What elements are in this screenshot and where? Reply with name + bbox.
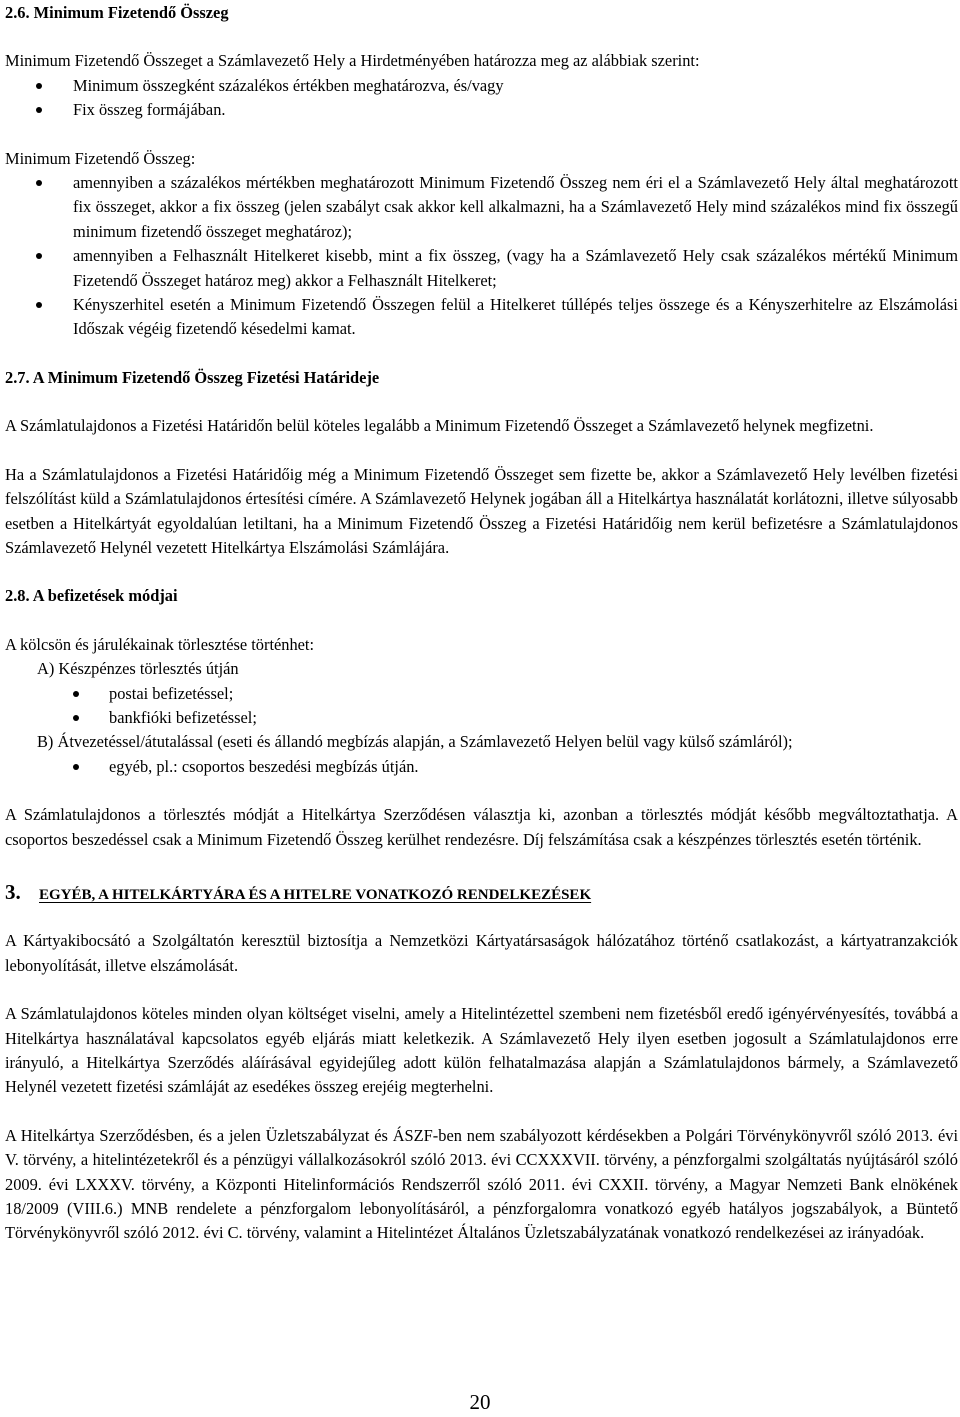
- document-body: [5, 0, 958, 1246]
- section-3-paragraph-2: A Számlatulajdonos köteles minden olyan költséget viselni, amely a Hitelintézettel szembeni nem fizetésből eredő igényérvényesítés, továbbá a Hitelkártya használatával kapcsolatos egyéb eljárás miatt keletkezik. A Számlavezető Hely ilyen esetben jogosult a Számlatulajdonos erre irányuló, a Hitelkártya Szerződés aláírásával egyidejűleg adott külön felhatalmazása alapján a Számlatulajdonos bármely, a Számlavezető Helynél vezetett fizetési számláját az esedékes összeg erejéig megterhelni.: [5, 1004, 958, 1097]
- section-2-8-heading: 2.8. A befizetések módjai: [5, 586, 178, 606]
- list-item: bankfióki befizetéssel;: [5, 706, 958, 730]
- section-2-7-heading: 2.7. A Minimum Fizetendő Összeg Fizetési Határideje: [5, 367, 380, 387]
- section-2-8-closing-paragraph: A Számlatulajdonos a törlesztés módját a Hitelkártya Szerződésen választja ki, azonban a törlesztés módját később megváltoztathatja. A csoportos beszedéssel csak a Minimum Fizetendő Összeg kerülhet rendezésre. Díj felszámítása csak a készpénzes törlesztés esetén történik.: [5, 805, 958, 849]
- list-item: amennyiben a Felhasznált Hitelkeret kisebb, mint a fix összeg, (vagy ha a Számlavezető Hely csak százalékos mértékű Minimum Fizetendő Összeget határoz meg) akkor a Felhasznált Hitelkeret;: [5, 244, 958, 293]
- list-item: Kényszerhitel esetén a Minimum Fizetendő Összegen felül a Hitelkeret túllépés teljes összege és a Kényszerhitelre az Elszámolási Időszak végéig fizetendő késedelmi kamat.: [5, 293, 958, 342]
- page-number: 20: [469, 1390, 491, 1414]
- section-2-7-paragraph-1: A Számlatulajdonos a Fizetési Határidőn belül köteles legalább a Minimum Fizetendő Összeget a Számlavezető helynek megfizetni.: [5, 416, 874, 436]
- section-2-6-sub-bullet-list: [5, 171, 958, 342]
- section-3-heading: [5, 880, 958, 907]
- list-item: amennyiben a százalékos mértékben meghatározott Minimum Fizetendő Összeg nem éri el a Számlavezető Hely által meghatározott fix összeget, akkor a fix összeg (jelen szabályt csak akkor kell alkalmazni, ha a Számlavezető Hely mind százalékos mind fix összegű minimum fizetendő összeget meghatároz);: [5, 171, 958, 244]
- bullet-icon: [36, 180, 42, 186]
- section-3-number: 3.: [5, 879, 21, 904]
- section-3-paragraph-1: A Kártyakibocsátó a Szolgáltatón keresztül biztosítja a Nemzetközi Kártyatársaságok hálózatához történő csatlakozást, a kártyatranzakciók lebonyolítását, illetve elszámolását.: [5, 931, 958, 975]
- section-2-6-subheading: Minimum Fizetendő Összeg:: [5, 148, 196, 168]
- list-item: egyéb, pl.: csoportos beszedési megbízás útján.: [5, 755, 958, 779]
- payment-option-b-label: B) Átvezetéssel/átutalással (eseti és állandó megbízás alapján, a Számlavezető Helyen belül vagy külső számláról);: [37, 732, 793, 752]
- section-2-8-intro: A kölcsön és járulékainak törlesztése történhet:: [5, 634, 315, 654]
- payment-option-a-list: [5, 682, 958, 731]
- list-item: Minimum összegként százalékos értékben meghatározva, és/vagy: [5, 74, 958, 98]
- section-3-title: EGYÉB, A HITELKÁRTYÁRA ÉS A HITELRE VONATKOZÓ RENDELKEZÉSEK: [39, 886, 592, 903]
- list-item: postai befizetéssel;: [5, 682, 958, 706]
- bullet-icon: [73, 715, 79, 721]
- bullet-icon: [36, 83, 42, 89]
- bullet-icon: [36, 107, 42, 113]
- bullet-icon: [36, 253, 42, 259]
- payment-option-b-list: [5, 755, 958, 779]
- list-item: Fix összeg formájában.: [5, 98, 958, 122]
- bullet-icon: [36, 302, 42, 308]
- section-2-7-paragraph-2: Ha a Számlatulajdonos a Fizetési Határidőig még a Minimum Fizetendő Összeget sem fizette be, akkor a Számlavezető Hely levélben fizetési felszólítást küld a Számlatulajdonos értesítési címére. A Számlavezető Helynek jogában áll a Hitelkártya használatát korlátozni, illetve súlyosabb esetben a Hitelkártyát egyoldalúan letiltani, ha a Minimum Fizetendő Összeg a Fizetési Határidőig nem kerül befizetésre a Számlatulajdonos Számlavezető Helynél vezetett Hitelkártya Elszámolási Számlájára.: [5, 464, 958, 557]
- bullet-icon: [73, 691, 79, 697]
- section-2-6-bullet-list: [5, 74, 958, 123]
- section-3-paragraph-3: A Hitelkártya Szerződésben, és a jelen Üzletszabályzat és ÁSZF-ben nem szabályozott kérdésekben a Polgári Törvénykönyvről szóló 2013. évi V. törvény, a hitelintézetekről és a pénzügyi vállalkozásokról szóló 2013. évi CCXXXVII. törvény, a pénzforgalmi szolgáltatás nyújtásáról szóló 2009. évi LXXXV. törvény, a Központi Hitelinformációs Rendszerről szóló 2011. évi CXXII. törvény, a Magyar Nemzeti Bank elnökének 18/2009 (VIII.6.) MNB rendelete a pénzforgalom lebonyolításáról, a pénzforgalomra vonatkozó egyéb hatályos jogszabályok, a Büntető Törvénykönyvről szóló 2012. évi C. törvény, valamint a Hitelintézet Általános Üzletszabályzatának vonatkozó rendelkezései az irányadóak.: [5, 1125, 958, 1243]
- bullet-icon: [73, 764, 79, 770]
- section-2-6-intro: Minimum Fizetendő Összeget a Számlavezető Hely a Hirdetményében határozza meg az alábbiak szerint:: [5, 51, 700, 71]
- payment-option-a-label: A) Készpénzes törlesztés útján: [37, 659, 239, 679]
- section-2-6-heading: 2.6. Minimum Fizetendő Összeg: [5, 3, 229, 22]
